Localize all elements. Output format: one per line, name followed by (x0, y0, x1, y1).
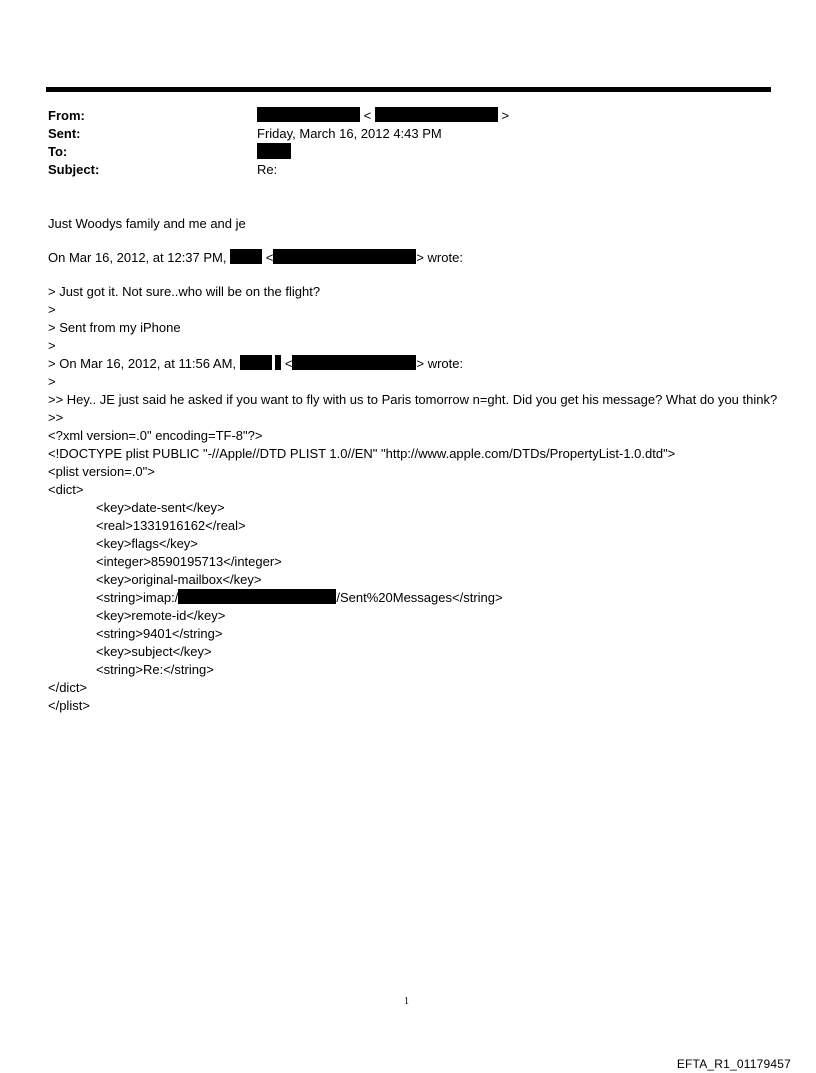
quoted-line: > Sent from my iPhone (48, 320, 181, 335)
redaction-box (230, 249, 262, 264)
to-label: To: (48, 144, 68, 159)
subject-label: Subject: (48, 162, 100, 177)
redaction-box (292, 355, 416, 370)
redaction-box (273, 249, 416, 264)
plist-line: </dict> (48, 680, 88, 695)
plist-line: <?xml version=.0" encoding=TF-8"?> (48, 428, 263, 443)
quoted-line: > (48, 374, 56, 389)
redaction-box (375, 107, 498, 122)
from-value (257, 107, 509, 125)
plist-line: <real>1331916162</real> (96, 518, 246, 533)
plist-line: <!DOCTYPE plist PUBLIC "-//Apple//DTD PLIST 1.0//EN" "http://www.apple.com/DTDs/PropertyList-1.0.dtd"> (48, 446, 676, 461)
plist-line: <integer>8590195713</integer> (96, 554, 282, 569)
redaction-box (240, 355, 272, 370)
plist-line: <string>Re:</string> (96, 662, 214, 677)
quoted-line: > Just got it. Not sure..who will be on the flight? (48, 284, 321, 299)
plist-line: <plist version=.0"> (48, 464, 155, 479)
subject-value: Re: (257, 162, 278, 177)
plist-line: <string>9401</string> (96, 626, 223, 641)
plist-line: <dict> (48, 482, 84, 497)
plist-line: <key>flags</key> (96, 536, 198, 551)
from-close-bracket: > (501, 108, 510, 123)
sent-value: Friday, March 16, 2012 4:43 PM (257, 126, 442, 141)
from-label: From: (48, 108, 85, 123)
plist-line: <string>imap:/ /Sent%20Messages</string> (96, 590, 503, 605)
document-id: EFTA_R1_01179457 (676, 1057, 791, 1071)
quoted-line: > (48, 338, 56, 353)
quoted-line: >> (48, 410, 64, 425)
quoted-line: > (48, 302, 56, 317)
plist-line: <key>original-mailbox</key> (96, 572, 262, 587)
reply-text: Just Woodys family and me and je (48, 216, 246, 231)
plist-line: <key>remote-id</key> (96, 608, 226, 623)
attribution-line: On Mar 16, 2012, at 12:37 PM, < > wrote: (48, 250, 463, 265)
redaction-box (178, 589, 336, 604)
redaction-box (275, 355, 281, 370)
redaction-box (257, 107, 360, 122)
quoted-line: >> Hey.. JE just said he asked if you want to fly with us to Paris tomorrow n=ght. Did you get his message? What do you think? (48, 392, 778, 407)
plist-line: <key>date-sent</key> (96, 500, 225, 515)
attribution-line: > On Mar 16, 2012, at 11:56 AM, < > wrote: (48, 356, 464, 371)
message-body (48, 215, 778, 715)
sent-label: Sent: (48, 126, 81, 141)
plist-line: <key>subject</key> (96, 644, 212, 659)
page-number: 1 (404, 996, 409, 1007)
redaction-box (257, 143, 291, 159)
to-value (257, 143, 291, 162)
plist-line: </plist> (48, 698, 90, 713)
from-open-bracket: < (363, 108, 372, 123)
header-rule (46, 87, 771, 92)
